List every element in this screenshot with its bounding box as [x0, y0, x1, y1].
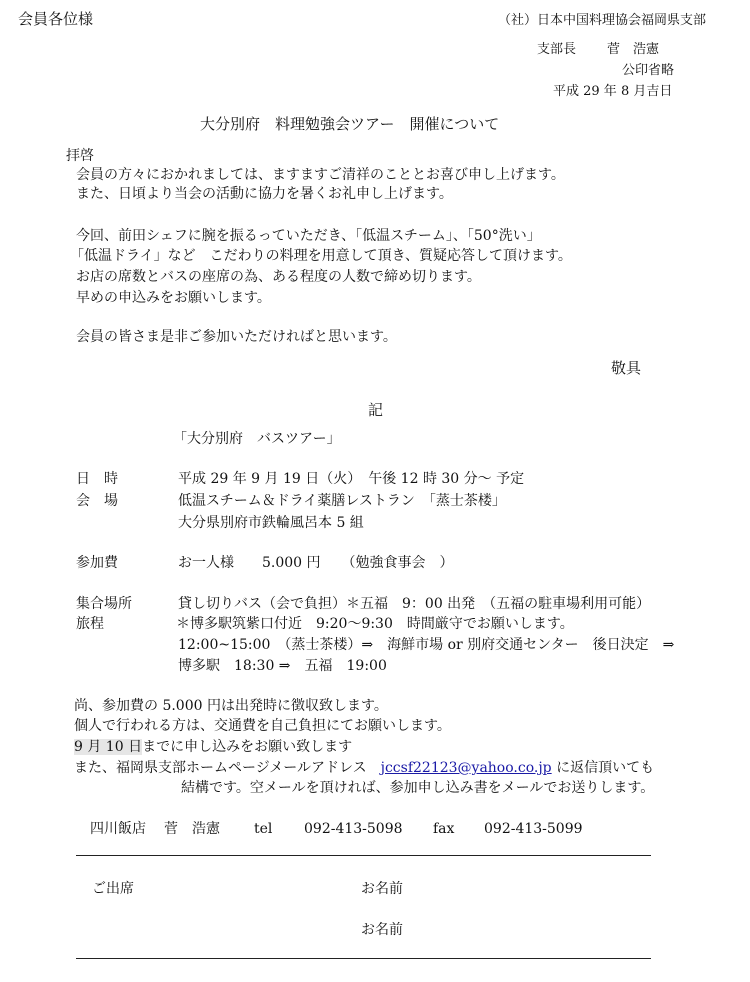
fee-value: お一人様 5.000 円 （勉強食事会 ）: [178, 555, 454, 571]
fax-label: fax: [433, 821, 455, 837]
body-line: 「低温ドライ」など こだわりの料理を用意して頂き、質疑応答して頂けます。: [70, 248, 572, 264]
fee-label: 参加費: [76, 555, 118, 571]
body-line: 早めの申込みをお願いします。: [76, 290, 271, 306]
sender-name: 菅 浩憲: [607, 42, 660, 57]
email-link[interactable]: jccsf22123@yahoo.co.jp: [380, 760, 552, 776]
name-label: お名前: [361, 922, 403, 938]
ki-heading: 記: [368, 401, 384, 419]
venue-address: 大分県別府市鉄輪風呂本 5 組: [178, 515, 364, 531]
contact-line: [74, 761, 654, 775]
contact-suffix: に返信頂いても: [556, 760, 655, 776]
venue-label: 会 場: [76, 493, 118, 509]
note-line: 尚、参加費の 5.000 円は出発時に徴収致します。: [74, 698, 388, 714]
tour-name: 「大分別府 バスツアー」: [173, 431, 341, 447]
deadline-text: までに申し込みをお願い致します: [142, 739, 353, 755]
name-label: お名前: [361, 881, 403, 897]
meeting-value: 貸し切りバス（会で負担）＊五福 9：00 出発 （五福の駐車場利用可能）: [178, 596, 651, 612]
venue-name: 低温スチーム＆ドライ薬膳レストラン 「蒸士茶楼」: [178, 493, 506, 509]
contact-name: 菅 浩憲: [164, 821, 220, 837]
meeting-label: 集合場所: [76, 596, 132, 612]
contact-prefix: また、福岡県支部ホームページメールアドレス: [74, 760, 367, 776]
body-line: また、日頃より当会の活動に協力を暑くお礼申し上げます。: [76, 186, 453, 202]
body-line: お店の席数とバスの座席の為、ある程度の人数で締め切ります。: [76, 269, 481, 285]
page-title: 大分別府 料理勉強会ツアー 開催について: [200, 115, 500, 133]
body-line: 会員の皆さま是非ご参加いただければと思います。: [76, 329, 397, 345]
datetime-value: 平成 29 年 9 月 19 日（火） 午後 12 時 30 分～ 予定: [178, 471, 525, 487]
tel-label: tel: [254, 821, 273, 837]
body-line: 今回、前田シェフに腕を振るっていただき、「低温スチーム」、「50°洗い」: [76, 228, 541, 244]
fax-number: 092-413-5099: [484, 821, 583, 837]
seal-omitted: 公印省略: [622, 63, 675, 78]
contact-restaurant: 四川飯店: [90, 821, 146, 837]
itinerary-line: 12:00~15:00 （蒸士茶楼）⇒ 海鮮市場 or 別府交通センター 後日決定 ⇒: [178, 637, 675, 653]
divider: [76, 855, 651, 856]
letter-date: 平成 29 年 8 月吉日: [553, 84, 673, 99]
body-line: 会員の方々におかれましては、ますますご清祥のこととお喜び申し上げます。: [76, 167, 565, 183]
note-line: 結構です。空メールを頂ければ、参加申し込み書をメールでお送りします。: [181, 780, 655, 796]
greeting-close: 敬具: [611, 359, 642, 377]
attendance-label: ご出席: [92, 881, 134, 897]
itinerary-line: ＊博多駅筑紫口付近 9:20～9:30 時間厳守でお願いします。: [176, 616, 574, 632]
deadline-date: 9 月 10 日: [74, 739, 143, 755]
tel-number: 092-413-5098: [304, 821, 403, 837]
organization: （社）日本中国料理協会福岡県支部: [498, 13, 707, 28]
recipient: 会員各位様: [18, 10, 94, 28]
greeting-open: 拝啓: [66, 148, 94, 164]
itinerary-label: 旅程: [76, 616, 104, 632]
itinerary-line: 博多駅 18:30 ⇒ 五福 19:00: [178, 658, 387, 674]
deadline-line: [74, 740, 352, 754]
note-line: 個人で行われる方は、交通費を自己負担にてお願いします。: [74, 718, 451, 734]
sender-title: 支部長: [537, 42, 577, 57]
datetime-label: 日 時: [76, 471, 118, 487]
divider: [76, 958, 651, 959]
